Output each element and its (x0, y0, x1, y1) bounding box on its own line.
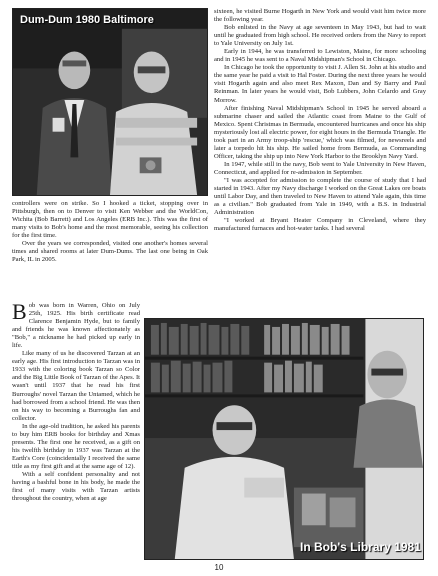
paragraph: Early in 1944, he was transferred to Lewiston, Maine, for more schooling and in 1945 he was sent to a Naval Midshipman's School in Chicago. (214, 48, 426, 64)
article-column-left-bottom (12, 299, 140, 558)
photo-dum-dum-1980-caption: Dum-Dum 1980 Baltimore (20, 14, 154, 26)
paragraph: In the age-old tradition, he asked his parents to buy him ERB books for birthday and Xmas presents. The first one he received, as a gift on his twelfth birthday in 1937 was Tarzan at the Earth's Core (coincidentally I received the same title as my first gift and at the same age of 12). (12, 422, 140, 470)
article-column-right (214, 8, 426, 314)
photo-bobs-library-1981-caption: In Bob's Library 1981 (300, 540, 421, 554)
article-column-left-top (12, 200, 208, 300)
paragraph: Like many of us he discovered Tarzan at an early age. His first introduction to Tarzan was in 1933 with the coloring book Tarzan so Color and the Big Little Book of Tarzan of the Apes. It wasn't until 1937 that he read his first Burroughs' novel Tarzan the Untamed, which he had borrowed from a school friend. He was then on his way to becoming a Burroughs fan and collector. (12, 350, 140, 422)
photo-dum-dum-1980-image (13, 9, 207, 195)
photo-dum-dum-1980 (12, 8, 208, 196)
paragraph: Bob enlisted in the Navy at age seventeen in May 1943, but had to wait until he graduated from high school. He received orders from the Navy to report to Yale University on July 1st. (214, 24, 426, 48)
paragraph: With a self confident personality and not having a bashful bone in his body, he made the first of many visits with Tarzan artists throughout the country, when at age (12, 470, 140, 503)
paragraph: After finishing Naval Midshipman's School in 1945 he served aboard a submarine chaser and sailed the Atlantic coast from Maine to the Gulf of Mexico. Spent Christmas in Bermuda, encountered hurricanes and once his ship mysteriously lost all electric power, for eight hours in the Bermuda Triangle. He took part in an Army troop-ship 'rescue,' which was filmed, for newsreels and later a torpedo hit his ship. He sailed home from Bermuda, as Commanding Officer, taking the ship up into New York Harbor to the Brooklyn Navy Yard. (214, 104, 426, 160)
paragraph: sixteen, he visited Burne Hogarth in New York and would visit him twice more the following year. (214, 8, 426, 24)
drop-cap: B (12, 299, 27, 324)
photo-bobs-library-1981 (144, 318, 424, 560)
paragraph-text: ob was born in Warren, Ohio on July 25th, 1925. His birth certificate read Clarence Benjamin Hyde, but to family and friends he was known affectionately as "Bob," a nickname he had picked up early in life. (12, 302, 140, 350)
photo-bobs-library-1981-image (145, 319, 423, 559)
page-number: 10 (214, 563, 224, 572)
paragraph: In Chicago he took the opportunity to visit J. Allen St. John at his studio and the same year he paid a visit to Hal Foster. During the next three years he would visit Hogarth again and also meet Rex Maxon, Dan and Sy Barry and Paul Reinman. In later years he would visit, Bob Lubbers, John Celardo and Gray Morrow. (214, 64, 426, 104)
paragraph: Over the years we corresponded, visited one another's homes several times and shared rooms at later Dum-Dums. The last one being in Oak Park, IL in 2005. (12, 240, 208, 264)
paragraph: In 1947, while still in the navy, Bob went to Yale University in New Haven, Connecticut, and applied for re-admission in September. (214, 160, 426, 176)
paragraph (12, 299, 140, 350)
paragraph: "I worked at Bryant Heater Company in Cleveland, where they manufactured furnaces and hot-water tanks. I had several (214, 217, 426, 233)
paragraph: "I was accepted for admission to complete the course of study that I had started in 1943. After my Navy discharge I worked on the Great Lakes ore boats until Labor Day, and then traveled to New Haven to attend Yale again, this time as a civilian." Bob graduated from Yale in 1949, with a B.S. in Industrial Administration (214, 176, 426, 217)
paragraph: controllers were on strike. So I hooked a ticket, stopping over in Pittsburgh, then on to Denver to visit Ken Webber and the WorldCon, Wichita (Bob Barrett) and Los Angeles (ERB Inc.). This was the first of many visits to Bob's home and the most memorable, seeing his collection for the first time. (12, 200, 208, 240)
